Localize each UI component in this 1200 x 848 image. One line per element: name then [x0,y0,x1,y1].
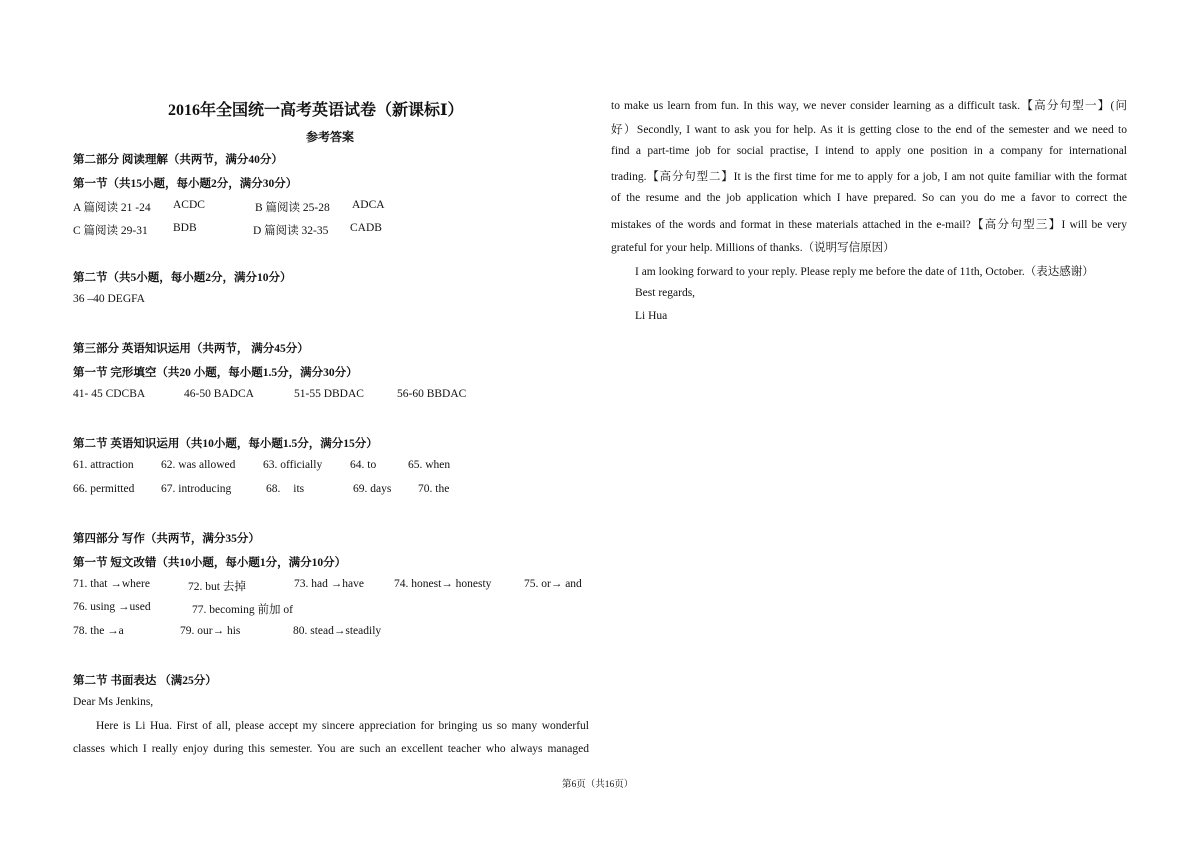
letter-line: classes which I really enjoy during this semester. You are such an excellent teacher who always managed [73,743,589,755]
part2-sec2-heading: 第二节（共5小题，每小题2分，满分10分） [73,272,292,284]
answer-a-value: ACDC [173,199,205,211]
grammar-answer: 67. introducing [161,483,232,495]
letter-line: mistakes of the words and format in these materials attached in the e-mail?【高分句型三】I will be very [611,219,1127,231]
part2-sec2-answer: 36 –40 DEGFA [73,293,145,305]
letter-line: to make us learn from fun. In this way, we never consider learning as a difficult task.【高分句型一】(问 [611,100,1127,112]
grammar-answer: 61. attraction [73,459,134,471]
letter-signature: Li Hua [635,310,668,322]
part2-heading: 第二部分 阅读理解（共两节，满分40分） [73,154,283,166]
page-number: 第6页（共16页） [562,780,634,790]
grammar-answer: 62. was allowed [161,459,236,471]
answer-d-value: CADB [350,222,382,234]
grammar-answer: 65. when [408,459,451,471]
correction-answer: 80. stead→steadily [293,625,382,637]
part4-sec2-heading: 第二节 书面表达 （满25分） [73,675,217,687]
correction-answer: 74. honest→ honesty [394,578,492,590]
letter-line: 好）Secondly, I want to ask you for help. As it is getting close to the end of the semester and we need to [611,124,1127,136]
letter-line: trading.【高分句型二】It is the first time for me to apply for a job, I am not quite familiar with the format [611,171,1127,183]
correction-answer: 75. or→ and [524,578,582,590]
letter-line: Here is Li Hua. First of all, please accept my sincere appreciation for bringing us so many wonderful [96,720,589,732]
correction-answer: 73. had →have [294,578,364,590]
correction-answer: 78. the →a [73,625,124,637]
letter-closing-line: I am looking forward to your reply. Please reply me before the date of 11th, October.（表达感谢） [635,266,1094,278]
letter-line: find a part-time job for social practise, I intend to apply one position in a company for international [611,145,1127,157]
answer-b-value: ADCA [352,199,385,211]
part3-sec2-heading: 第二节 英语知识运用（共10小题，每小题1.5分，满分15分） [73,438,378,450]
grammar-answer: 64. to [350,459,377,471]
part4-sec1-heading: 第一节 短文改错（共10小题，每小题1分，满分10分） [73,557,347,569]
grammar-answer: 68. its [266,483,305,495]
correction-answer: 77. becoming 前加 of [192,604,293,616]
grammar-answer: 63. officially [263,459,323,471]
correction-answer: 72. but 去掉 [188,581,246,593]
answer-a-label: A 篇阅读 21 -24 [73,202,151,214]
part3-heading: 第三部分 英语知识运用（共两节， 满分45分） [73,343,309,355]
grammar-answer: 69. days [353,483,392,495]
correction-answer: 71. that →where [73,578,150,590]
grammar-answer: 66. permitted [73,483,135,495]
correction-answer: 76. using →used [73,601,151,613]
cloze-answer: 46-50 BADCA [184,388,254,400]
part4-heading: 第四部分 写作（共两节，满分35分） [73,533,260,545]
letter-salutation: Dear Ms Jenkins, [73,696,154,708]
letter-line: grateful for your help. Millions of thanks.（说明写信原因） [611,242,895,254]
grammar-answer: 70. the [418,483,450,495]
correction-answer: 79. our→ his [180,625,241,637]
answer-d-label: D 篇阅读 32-35 [253,225,329,237]
letter-line: of the resume and the job application which I have prepared. So can you do me a favor to correct the [611,192,1127,204]
part2-sec1-heading: 第一节（共15小题，每小题2分，满分30分） [73,178,298,190]
answer-c-value: BDB [173,222,197,234]
letter-regards: Best regards, [635,287,696,299]
page-subtitle: 参考答案 [306,130,355,144]
answer-b-label: B 篇阅读 25-28 [255,202,330,214]
cloze-answer: 51-55 DBDAC [294,388,364,400]
cloze-answer: 41- 45 CDCBA [73,388,146,400]
cloze-answer: 56-60 BBDAC [397,388,467,400]
part3-sec1-heading: 第一节 完形填空（共20 小题，每小题1.5分，满分30分） [73,367,358,379]
page-title: 2016年全国统一高考英语试卷（新课标Ⅰ） [168,102,464,119]
answer-c-label: C 篇阅读 29-31 [73,225,148,237]
